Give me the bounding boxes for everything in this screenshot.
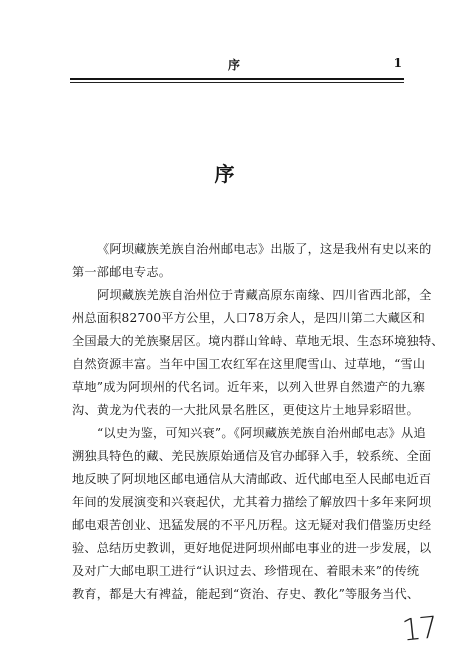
paragraph-1: [72, 238, 432, 284]
page-number: 1: [393, 56, 402, 70]
paragraph-3: [72, 422, 432, 606]
text-line: 及对广大邮电职工进行“认识过去、珍惜现在、着眼未来”的传统: [72, 564, 420, 578]
text-line: 验、总结历史教训，更好地促进阿坝州邮电事业的进一步发展，以: [72, 541, 432, 555]
text-line: 沟、黄龙为代表的一大批风景名胜区，更使这片土地异彩昭世。: [72, 403, 419, 417]
text-line: 《阿坝藏族羌族自治州邮电志》出版了，这是我州有史以来的: [97, 242, 432, 256]
header-rule-thin: [70, 82, 404, 83]
header-rule-thick: [70, 78, 404, 80]
running-head-title: 序: [228, 58, 241, 72]
paragraph-2: [72, 284, 444, 422]
handwritten-page-mark: 17: [400, 610, 438, 649]
body-text: [72, 238, 444, 606]
text-line: 自然资源丰富。当年中国工农红军在这里爬雪山、过草地，“雪山: [72, 357, 426, 371]
text-line: 州总面积82700平方公里，人口78万余人，是四川第二大藏区和: [72, 311, 425, 325]
text-line: 溯独具特色的藏、羌民族原始通信及官办邮驿入手，较系统、全面: [72, 449, 432, 463]
text-line: 年间的发展演变和兴衰起伏，尤其着力描绘了解放四十多年来阿坝: [72, 495, 432, 509]
text-line: 阿坝藏族羌族自治州位于青藏高原东南缘、四川省西北部，全: [97, 288, 432, 302]
chapter-title: 序: [214, 162, 236, 186]
text-line: 邮电艰苦创业、迅猛发展的不平凡历程。这无疑对我们借鉴历史经: [72, 518, 432, 532]
text-line: 教育，都是大有裨益，能起到“资治、存史、教化”等服务当代、: [72, 587, 420, 601]
text-line: “以史为鉴，可知兴衰”。《阿坝藏族羌族自治州邮电志》从追: [97, 426, 426, 440]
text-line: 草地”成为阿坝州的代名词。近年来，以列入世界自然遗产的九寨: [72, 380, 426, 394]
text-line: 全国最大的羌族聚居区。境内群山耸峙、草地无垠、生态环境独特、: [72, 334, 444, 348]
running-head: [70, 56, 404, 74]
text-line: 第一部邮电专志。: [72, 265, 172, 279]
text-line: 地反映了阿坝地区邮电通信从大清邮政、近代邮电至人民邮电近百: [72, 472, 432, 486]
